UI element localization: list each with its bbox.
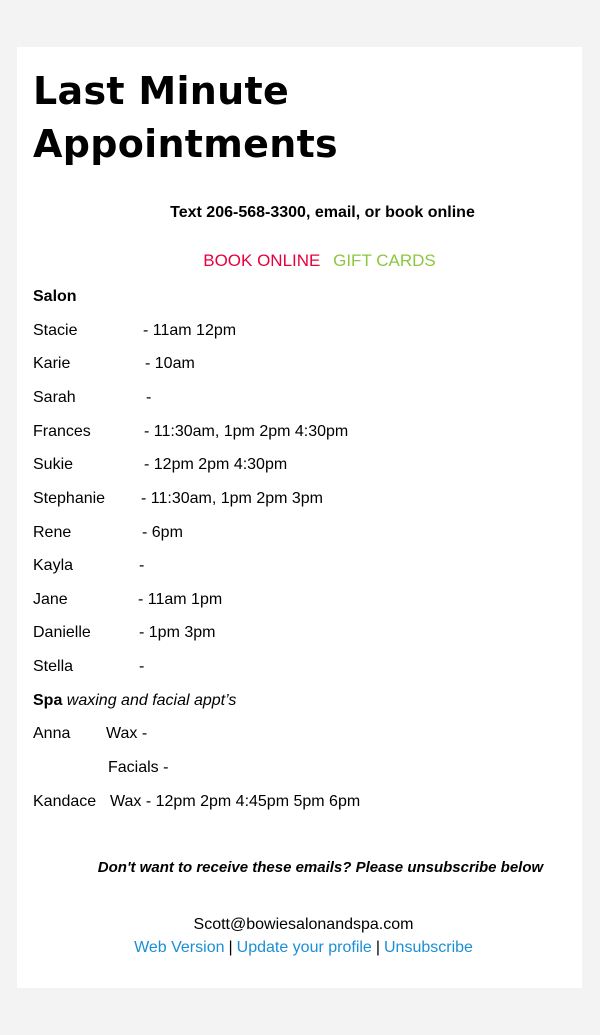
email-card [17, 47, 582, 988]
stylist-name: Frances [33, 423, 91, 440]
book-online-link[interactable]: BOOK ONLINE [203, 251, 321, 270]
footer-separator: | [375, 939, 380, 956]
unsubscribe-link[interactable]: Unsubscribe [383, 939, 473, 956]
available-slots: - 11:30am, 1pm 2pm 4:30pm [144, 423, 349, 440]
esthetician-name: Anna [33, 725, 71, 742]
stylist-name: Stacie [33, 322, 78, 339]
update-profile-link[interactable]: Update your profile [236, 939, 372, 956]
spa-subheading: waxing and facial appt’s [66, 692, 237, 709]
footer-separator: | [228, 939, 233, 956]
stylist-name: Kayla [33, 557, 74, 574]
available-slots: - [139, 658, 145, 675]
title-line-2: Appointments [33, 122, 338, 166]
stylist-name: Danielle [33, 624, 91, 641]
stylist-name: Rene [33, 524, 72, 541]
stylist-name: Stella [33, 658, 74, 675]
title-line-1: Last Minute [33, 69, 290, 113]
web-version-link[interactable]: Web Version [134, 939, 225, 956]
spa-heading-label: Spa [33, 692, 63, 709]
available-slots: - [139, 557, 145, 574]
available-slots: - 12pm 2pm 4:30pm [144, 456, 288, 473]
available-slots: - 11am 12pm [143, 322, 237, 339]
available-slots: Wax - 12pm 2pm 4:45pm 5pm 6pm [110, 793, 361, 810]
page-title [33, 65, 338, 171]
available-slots: - 10am [145, 355, 195, 372]
available-slots: - [146, 389, 152, 406]
footer-links [17, 939, 582, 957]
salon-heading [33, 288, 77, 306]
unsubscribe-note: Don't want to receive these emails? Please unsubscribe below [97, 859, 544, 876]
stylist-name: Sarah [33, 389, 76, 406]
contact-email: Scott@bowiesalonandspa.com [193, 916, 414, 933]
available-slots: Wax - [106, 725, 148, 742]
available-slots: - 11:30am, 1pm 2pm 3pm [141, 490, 324, 507]
stylist-name: Stephanie [33, 490, 106, 507]
esthetician-name: Kandace [33, 793, 97, 810]
action-links [17, 251, 582, 271]
available-slots: - 6pm [142, 524, 183, 541]
gift-cards-link[interactable]: GIFT CARDS [333, 251, 436, 270]
available-slots: - 1pm 3pm [139, 624, 216, 641]
stylist-name: Jane [33, 591, 68, 608]
contact-line: Text 206-568-3300, email, or book online [170, 204, 475, 221]
available-slots: Facials - [108, 759, 169, 776]
stylist-name: Sukie [33, 456, 74, 473]
available-slots: - 11am 1pm [138, 591, 223, 608]
spa-heading [33, 692, 236, 710]
salon-heading-label: Salon [33, 288, 77, 305]
stylist-name: Karie [33, 355, 71, 372]
